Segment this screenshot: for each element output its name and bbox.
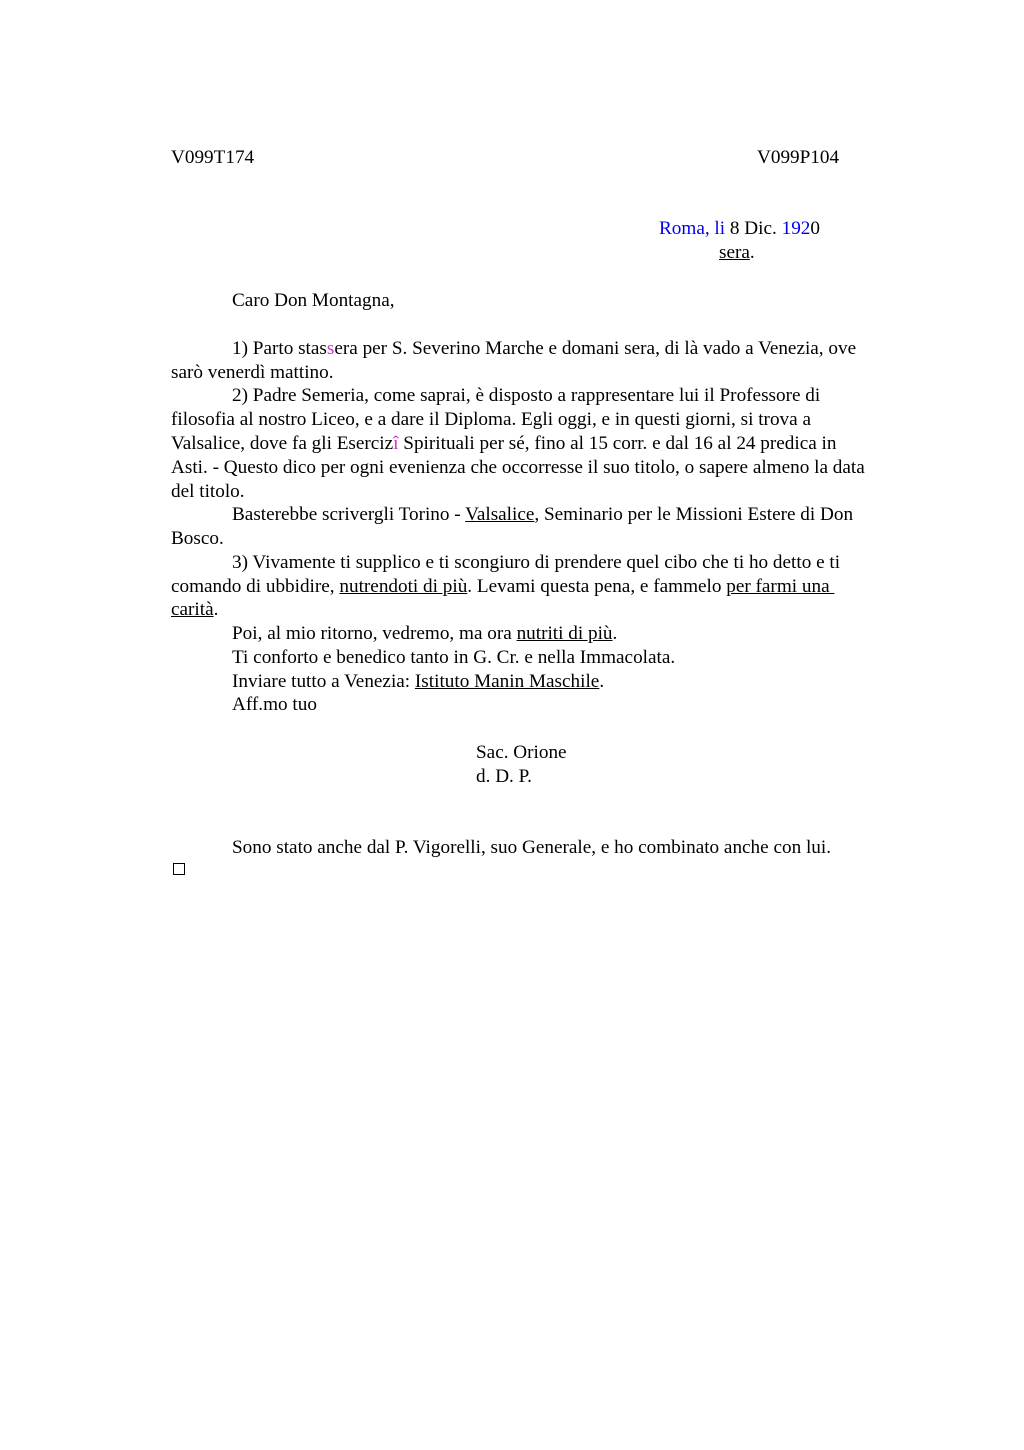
text-segment: Poi, al mio ritorno, vedremo, ma ora (232, 623, 517, 644)
paragraph-1-line-2: sarò venerdì mattino. (171, 362, 334, 383)
paragraph-3-line-1 (232, 503, 853, 527)
underlined-text: nutriti di più (516, 623, 613, 644)
dateline-time-text: sera (719, 242, 750, 263)
checkbox-square-icon (173, 863, 185, 875)
paragraph-6: Ti conforto e benedico tanto in G. Cr. e nella Immacolata. (232, 647, 676, 668)
paragraph-1-line-1 (232, 337, 856, 361)
underlined-text: per farmi una (726, 576, 835, 597)
paragraph-2-line-4: Asti. - Questo dico per ogni evenienza che occorresse il suo titolo, o sapere almeno la data (171, 457, 865, 478)
salutation: Caro Don Montagna, (232, 290, 395, 311)
highlighted-letter: î (393, 433, 399, 454)
underlined-text: Valsalice (465, 504, 535, 525)
dateline-day-month: 8 Dic. (725, 218, 782, 239)
highlighted-letter: s (326, 338, 335, 359)
text-segment: . Levami questa pena, e fammelo (467, 576, 727, 597)
paragraph-4-line-1: 3) Vivamente ti supplico e ti scongiuro di prendere quel cibo che ti ho detto e ti (232, 552, 841, 573)
underlined-text: carità (171, 599, 214, 620)
text-segment: . (612, 623, 618, 644)
text-segment: . (213, 599, 219, 620)
paragraph-2-line-3 (171, 432, 837, 456)
text-segment: era per S. Severino Marche e domani sera, di là vado a Venezia, ove (334, 338, 857, 359)
paragraph-4-line-2 (171, 575, 834, 599)
text-segment: comando di ubbidire, (171, 576, 340, 597)
paragraph-2-line-2: filosofia al nostro Liceo, e a dare il Diploma. Egli oggi, e in questi giorni, si trova a (171, 409, 811, 430)
text-segment: . (599, 671, 605, 692)
dateline (659, 217, 820, 241)
paragraph-4-line-3 (171, 598, 218, 622)
dateline-year-blue: 192 (781, 218, 811, 239)
text-segment: Inviare tutto a Venezia: (232, 671, 415, 692)
text-segment: 1) Parto stas (232, 338, 327, 359)
dateline-place: Roma, li (659, 218, 726, 239)
paragraph-2-line-1: 2) Padre Semeria, come saprai, è disposto a rappresentare lui il Professore di (232, 385, 821, 406)
header-right-code: V099P104 (757, 147, 840, 168)
header-left-code: V099T174 (171, 147, 255, 168)
paragraph-5 (232, 622, 617, 646)
dateline-year-last: 0 (810, 218, 820, 239)
text-segment: , Seminario per le Missioni Estere di Don (534, 504, 854, 525)
signature-line-2: d. D. P. (476, 766, 532, 787)
closing: Aff.mo tuo (232, 694, 317, 715)
dateline-time-period: . (749, 242, 755, 263)
underlined-text: nutrendoti di più (339, 576, 468, 597)
underlined-text: Istituto Manin Maschile (414, 671, 600, 692)
postscript: Sono stato anche dal P. Vigorelli, suo Generale, e ho combinato anche con lui. (232, 837, 832, 858)
paragraph-3-line-2: Bosco. (171, 528, 224, 549)
text-segment: Valsalice, dove fa gli Eserciz (171, 433, 394, 454)
signature-line-1: Sac. Orione (476, 742, 567, 763)
paragraph-7 (232, 670, 604, 694)
text-segment: Spirituali per sé, fino al 15 corr. e dal 16 al 24 predica in (398, 433, 837, 454)
dateline-time (719, 241, 755, 265)
paragraph-2-line-5: del titolo. (171, 481, 245, 502)
text-segment: Basterebbe scrivergli Torino - (232, 504, 466, 525)
